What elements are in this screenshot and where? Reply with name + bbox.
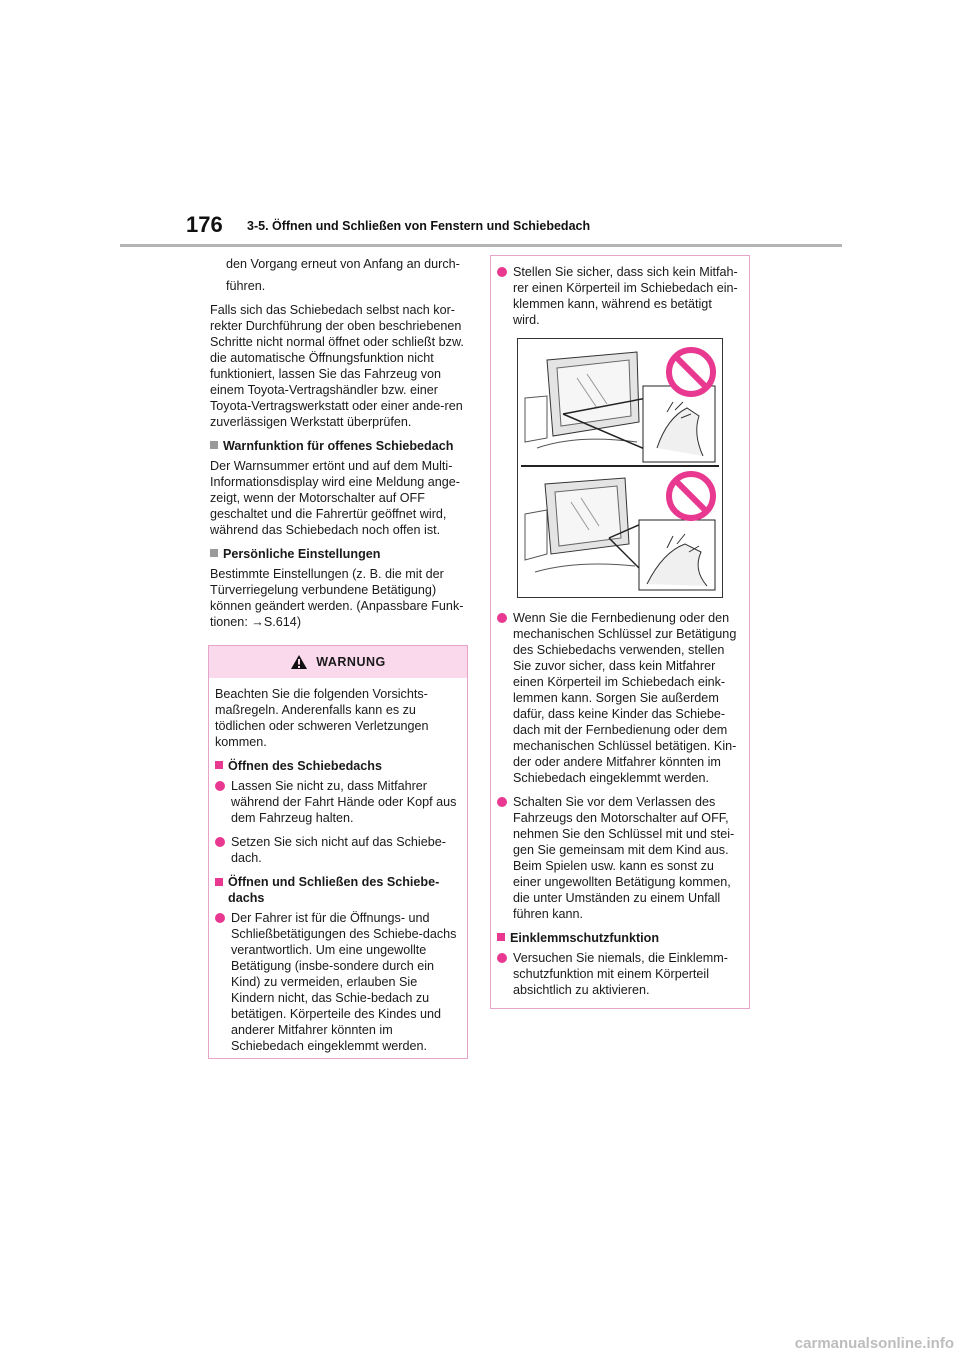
right-bullet-3: Schalten Sie vor dem Verlassen des Fahrzeugs den Motorschalter auf OFF, nehmen Sie den Schlüssel mit und stei-gen Sie gemeinsam mit dem Kind aus. Beim Spielen usw. kann es sonst zu einer ungewollten Betätigung kommen, die unter Umständen zu einem Unfall führen kann. bbox=[497, 794, 741, 922]
watermark: carmanualsonline.info bbox=[794, 1335, 954, 1352]
paragraph-open-warning: Der Warnsummer ertönt und auf dem Multi-Informationsdisplay wird eine Meldung ange-zeigt, wenn der Motorschalter auf OFF geschaltet und die Fahrertür geöffnet wird, während das Schiebedach noch offen ist. bbox=[210, 459, 460, 537]
continued-line-2: führen. bbox=[226, 279, 266, 293]
heading-pinch-protection: Einklemmschutzfunktion bbox=[497, 930, 741, 946]
heading-personal-settings: Persönliche Einstellungen bbox=[210, 546, 470, 562]
warning-triangle-icon bbox=[290, 654, 308, 670]
warning-title: WARNUNG bbox=[316, 655, 386, 669]
square-bullet-icon bbox=[215, 878, 223, 886]
paragraph-personal-settings: Bestimmte Einstellungen (z. B. die mit der Türverriegelung verbundene Betätigung) können geändert werden. (Anpassbare Funk-tionen: →S.614) bbox=[210, 567, 464, 629]
sunroof-pinch-illustration bbox=[517, 338, 723, 598]
page-number: 176 bbox=[186, 212, 223, 237]
bullet-dot-icon bbox=[215, 781, 225, 791]
section-title: 3-5. Öffnen und Schließen von Fenstern und Schiebedach bbox=[247, 219, 591, 233]
square-bullet-icon bbox=[497, 933, 505, 941]
square-bullet-icon bbox=[210, 549, 218, 557]
warning-continued-box bbox=[490, 255, 750, 1009]
header-rule bbox=[120, 244, 842, 247]
warning-heading-open: Öffnen des Schiebedachs bbox=[215, 758, 459, 774]
warning-box bbox=[208, 645, 468, 1059]
warning-bullet-3: Der Fahrer ist für die Öffnungs- und Schließbetätigungen des Schiebe-dachs verantwortlich. Um eine ungewollte Betätigung (insbe-sondere durch ein Kind) zu vermeiden, erlauben Sie Kindern nicht, das Schie-bedach zu betätigen. Körperteile des Kindes und anderer Mitfahrer könnten im Schiebedach eingeklemmt werden. bbox=[215, 910, 459, 1054]
warning-bullet-1: Lassen Sie nicht zu, dass Mitfahrer während der Fahrt Hände oder Kopf aus dem Fahrzeug halten. bbox=[215, 778, 459, 826]
left-column bbox=[210, 256, 470, 638]
square-bullet-icon bbox=[215, 761, 223, 769]
heading-open-warning: Warnfunktion für offenes Schiebedach bbox=[210, 438, 470, 454]
paragraph-sunroof-check: Falls sich das Schiebedach selbst nach kor-rekter Durchführung der oben beschriebenen Schritte nicht normal öffnet oder schließt bzw. die automatische Öffnungsfunktion nicht funktioniert, lassen Sie das Fahrzeug von einem Toyota-Vertragshändler bzw. einer Toyota-Vertragswerkstatt oder einer ande-ren zuverlässigen Werkstatt überprüfen. bbox=[210, 303, 464, 429]
right-bullet-2: Wenn Sie die Fernbedienung oder den mechanischen Schlüssel zur Betätigung des Schiebedachs verwenden, stellen Sie zuvor sicher, dass kein Mitfahrer einen Körperteil im Schiebedach eink-lemmen kann. Sorgen Sie außerdem dafür, dass keine Kinder das Schiebe-dach mit der Fernbedienung oder dem mechanischen Schlüssel betätigen. Kin-der oder andere Mitfahrer könnten im Schiebedach eingeklemmt werden. bbox=[497, 610, 741, 786]
bullet-dot-icon bbox=[215, 837, 225, 847]
continued-line-1: den Vorgang erneut von Anfang an durch- bbox=[226, 257, 460, 271]
bullet-dot-icon bbox=[215, 913, 225, 923]
warning-bullet-2: Setzen Sie sich nicht auf das Schiebe-dach. bbox=[215, 834, 459, 866]
warning-header bbox=[209, 646, 467, 678]
bullet-dot-icon bbox=[497, 267, 507, 277]
right-bullet-4: Versuchen Sie niemals, die Einklemm-schutzfunktion mit einem Körperteil absichtlich zu aktivieren. bbox=[497, 950, 741, 998]
warning-intro: Beachten Sie die folgenden Vorsichts-maßregeln. Anderenfalls kann es zu tödlichen oder schweren Verletzungen kommen. bbox=[215, 687, 429, 749]
right-bullet-1: Stellen Sie sicher, dass sich kein Mitfah-rer einen Körperteil im Schiebedach ein-klemmen kann, während es betätigt wird. bbox=[497, 264, 741, 328]
bullet-dot-icon bbox=[497, 953, 507, 963]
square-bullet-icon bbox=[210, 441, 218, 449]
bullet-dot-icon bbox=[497, 797, 507, 807]
bullet-dot-icon bbox=[497, 613, 507, 623]
warning-heading-open-close: Öffnen und Schließen des Schiebe-dachs bbox=[215, 874, 459, 906]
